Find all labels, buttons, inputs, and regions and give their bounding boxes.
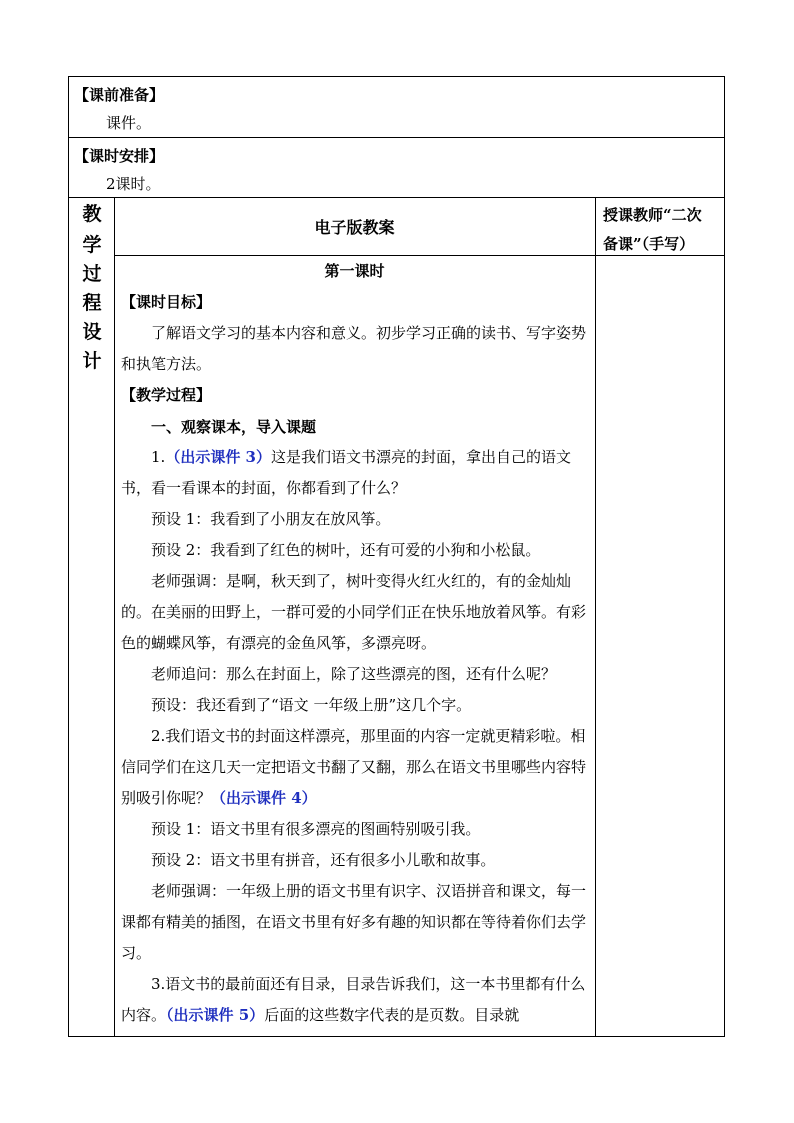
row-divider-prep <box>68 137 725 138</box>
side-label-char: 程 <box>82 292 102 314</box>
side-label-char: 设 <box>82 321 102 343</box>
lesson-body <box>121 442 589 1031</box>
schedule-heading: 【课时安排】 <box>74 147 165 165</box>
header-divider <box>114 255 725 256</box>
side-label-char: 教 <box>82 203 102 225</box>
paragraph-8: 预设 1：语文书里有很多漂亮的图画特别吸引我。 <box>151 820 481 838</box>
notes-column-header-line1: 授课教师“二次 <box>603 206 702 224</box>
prep-content: 课件。 <box>106 114 152 132</box>
middle-column-header: 电子版教案 <box>314 218 395 237</box>
paragraph-3: 预设 2：我看到了红色的树叶，还有可爱的小狗和小松鼠。 <box>151 541 541 559</box>
paragraph-6: 预设：我还看到了“语文 一年级上册”这几个字。 <box>151 696 472 714</box>
process-heading: 【教学过程】 <box>121 386 212 404</box>
paragraph-5: 老师追问：那么在封面上，除了这些漂亮的图，还有什么呢？ <box>151 665 557 683</box>
section1-title: 一、观察课本，导入课题 <box>151 418 317 436</box>
paragraph-4: 老师强调：是啊，秋天到了，树叶变得火红火红的，有的金灿灿的。在美丽的田野上，一群可爱的小同学们正在快乐地放着风筝。有彩色的蝴蝶风筝，有漂亮的金鱼风筝，多漂亮呀。 <box>121 572 587 652</box>
table-border-top <box>68 76 725 77</box>
prep-heading: 【课前准备】 <box>74 86 165 104</box>
courseware-tag: （出示课件 3） <box>165 448 271 466</box>
goals-paragraph <box>121 318 589 380</box>
paragraph-2: 预设 1：我看到了小朋友在放风筝。 <box>151 510 391 528</box>
side-label-char: 计 <box>82 350 102 372</box>
courseware-tag: （出示课件 4） <box>211 789 317 807</box>
goals-text: 了解语文学习的基本内容和意义。初步学习正确的读书、写字姿势和执笔方法。 <box>121 324 587 373</box>
paragraph-7: 2.我们语文书的封面这样漂亮，那里面的内容一定就更精彩啦。相信同学们在这几天一定把语文书翻了又翻，那么在语文书里哪些内容特别吸引你呢？（出示课件 4） <box>121 727 587 807</box>
paragraph-10: 老师强调：一年级上册的语文书里有识字、汉语拼音和课文，每一课都有精美的插图，在语文书里有好多有趣的知识都在等待着你们去学习。 <box>121 882 587 962</box>
table-border-bottom <box>68 1036 725 1037</box>
session-title: 第一课时 <box>324 262 385 280</box>
side-label-char: 学 <box>82 234 102 256</box>
side-label-char: 过 <box>82 263 102 285</box>
row-divider-schedule <box>68 197 725 198</box>
paragraph-1: 1.（出示课件 3）这是我们语文书漂亮的封面，拿出自己的语文书，看一看课本的封面，你都看到了什么？ <box>121 448 571 497</box>
table-border-left <box>68 76 69 1037</box>
table-border-right <box>724 76 725 1037</box>
notes-column-header-line2: 备课”（手写） <box>603 235 695 253</box>
schedule-content: 2课时。 <box>106 175 161 193</box>
paragraph-11: 3.语文书的最前面还有目录，目录告诉我们，这一本书里都有什么内容。（出示课件 5）后面的这些数字代表的是页数。目录就 <box>121 975 586 1024</box>
paragraph-9: 预设 2：语文书里有拼音，还有很多小儿歌和故事。 <box>151 851 496 869</box>
column-divider-notes <box>595 197 596 1037</box>
goals-heading: 【课时目标】 <box>121 293 212 311</box>
column-divider-side <box>114 197 115 1037</box>
courseware-tag: （出示课件 5） <box>166 1006 265 1024</box>
